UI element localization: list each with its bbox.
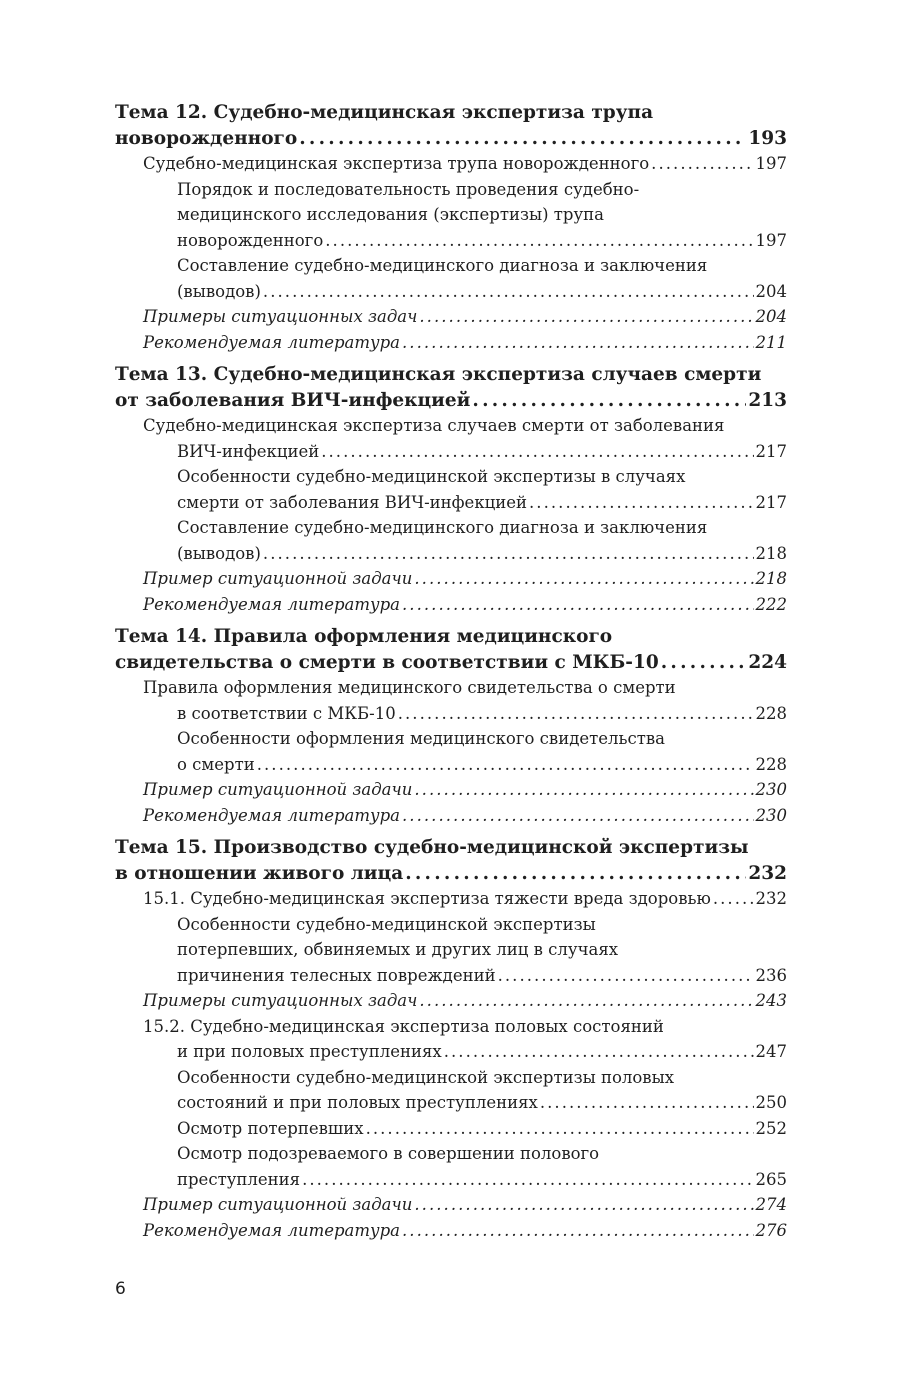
entry-title-line1: 15.2. Судебно-медицинская экспертиза половых состояний <box>143 1016 664 1036</box>
topic-title-line2: от заболевания ВИЧ-инфекцией <box>115 389 471 411</box>
topic-title-line2: в отношении живого лица <box>115 862 404 884</box>
leader-dots <box>263 279 754 305</box>
leader-dots <box>402 330 753 356</box>
entry-title-line1: Особенности судебно-медицинской экспертизы в случаях <box>177 467 686 486</box>
entry-title-last-line: состояний и при половых преступлениях <box>177 1093 538 1112</box>
entry-title: Примеры ситуационных задач <box>143 307 418 326</box>
entry-page-number: 236 <box>755 965 787 985</box>
topic-title-line1: Тема 15. Производство судебно-медицинской экспертизы <box>115 837 749 858</box>
leader-dots <box>402 803 753 829</box>
topic-heading[interactable] <box>115 100 787 151</box>
leader-dots <box>419 304 753 330</box>
leader-dots <box>257 752 754 778</box>
table-of-contents <box>115 100 787 1250</box>
topic-title-line1: Тема 12. Судебно-медицинская экспертиза трупа <box>115 102 654 123</box>
leader-dots <box>713 886 754 912</box>
entry-title-last-line: о смерти <box>177 754 255 774</box>
toc-entry[interactable] <box>115 330 787 356</box>
entry-title: Рекомендуемая литература <box>143 805 401 825</box>
topic-heading[interactable] <box>115 362 787 413</box>
entry-title-last-line: ВИЧ-инфекцией <box>177 441 320 461</box>
leader-dots <box>661 650 747 676</box>
toc-entry[interactable] <box>115 1116 787 1142</box>
entry-title-line1: Особенности судебно-медицинской экспертизы <box>177 914 596 934</box>
toc-entry[interactable] <box>115 515 787 566</box>
entry-title-line2: потерпевших, обвиняемых и других лиц в случаях <box>177 940 619 959</box>
entry-title: Осмотр потерпевших <box>177 1118 364 1138</box>
topic-page-number: 224 <box>748 651 787 673</box>
entry-title-line1: Составление судебно-медицинского диагноза и заключения <box>177 518 708 537</box>
toc-entry[interactable] <box>115 1014 787 1065</box>
leader-dots <box>402 592 753 618</box>
entry-title-line1: Судебно-медицинская экспертиза случаев смерти от заболевания <box>143 416 725 435</box>
toc-entry[interactable] <box>115 566 787 592</box>
leader-dots <box>540 1090 754 1116</box>
entry-title-line1: Составление судебно-медицинского диагноза и заключения <box>177 256 708 275</box>
entry-title-line1: Особенности оформления медицинского свидетельства <box>177 729 665 748</box>
entry-title-last-line: и при половых преступлениях <box>177 1042 442 1061</box>
entry-page-number: 232 <box>755 889 787 908</box>
entry-title: Пример ситуационной задачи <box>143 780 413 799</box>
leader-dots <box>405 861 746 887</box>
entry-title: Пример ситуационной задачи <box>143 1195 413 1214</box>
toc-entry[interactable] <box>115 1192 787 1218</box>
entry-title: Рекомендуемая литература <box>143 332 401 352</box>
topic-title-line1: Тема 14. Правила оформления медицинского <box>115 626 613 647</box>
entry-title-last-line: преступления <box>177 1169 301 1189</box>
entry-page-number: 197 <box>755 154 787 173</box>
toc-entry[interactable] <box>115 726 787 777</box>
toc-entry[interactable] <box>115 304 787 330</box>
leader-dots <box>299 126 746 152</box>
toc-entry[interactable] <box>115 464 787 515</box>
leader-dots <box>419 988 753 1014</box>
entry-title: Пример ситуационной задачи <box>143 569 413 588</box>
entry-page-number: 265 <box>755 1169 787 1189</box>
toc-entry[interactable] <box>115 912 787 989</box>
entry-page-number: 204 <box>755 281 787 301</box>
entry-title: 15.1. Судебно-медицинская экспертиза тяжести вреда здоровью <box>143 889 711 908</box>
topic-title-line2: свидетельства о смерти в соответствии с МКБ-10 <box>115 651 659 673</box>
leader-dots <box>472 388 746 414</box>
entry-title-line2: медицинского исследования (экспертизы) трупа <box>177 205 604 224</box>
entry-title: Рекомендуемая литература <box>143 1220 401 1240</box>
entry-page-number: 211 <box>755 332 787 352</box>
entry-title-line1: Осмотр подозреваемого в совершении полового <box>177 1144 600 1163</box>
leader-dots <box>498 963 754 989</box>
entry-page-number: 217 <box>755 492 787 512</box>
leader-dots <box>321 439 753 465</box>
entry-title-last-line: причинения телесных повреждений <box>177 965 496 985</box>
entry-title-line1: Правила оформления медицинского свидетельства о смерти <box>143 678 676 697</box>
topic-title-line1: Тема 13. Судебно-медицинская экспертиза случаев смерти <box>115 364 762 385</box>
entry-page-number: 217 <box>755 441 787 461</box>
topic-page-number: 232 <box>748 862 787 884</box>
entry-page-number: 218 <box>755 543 787 563</box>
entry-page-number: 252 <box>755 1118 787 1138</box>
entry-title-last-line: смерти от заболевания ВИЧ-инфекцией <box>177 492 528 512</box>
toc-entry[interactable] <box>115 777 787 803</box>
topic-page-number: 193 <box>748 127 787 149</box>
entry-page-number: 247 <box>755 1042 787 1061</box>
leader-dots <box>366 1116 754 1142</box>
leader-dots <box>325 228 753 254</box>
toc-entry[interactable] <box>115 592 787 618</box>
entry-page-number: 250 <box>755 1093 787 1112</box>
entry-page-number: 204 <box>755 307 787 326</box>
topic-title-line2: новорожденного <box>115 127 298 149</box>
entry-page-number: 276 <box>755 1220 787 1240</box>
leader-dots <box>402 1218 753 1244</box>
entry-title-last-line: новорожденного <box>177 230 324 250</box>
topic-page-number: 213 <box>748 389 787 411</box>
entry-title: Судебно-медицинская экспертиза трупа новорожденного <box>143 154 650 173</box>
entry-title: Примеры ситуационных задач <box>143 991 418 1010</box>
toc-entry[interactable] <box>115 1218 787 1244</box>
entry-title-last-line: (выводов) <box>177 281 261 301</box>
leader-dots <box>414 566 753 592</box>
entry-page-number: 274 <box>755 1195 787 1214</box>
entry-page-number: 222 <box>755 594 787 614</box>
entry-page-number: 230 <box>755 780 787 799</box>
toc-entry[interactable] <box>115 803 787 829</box>
entry-title-line1: Порядок и последовательность проведения судебно- <box>177 179 640 199</box>
entry-title-last-line: в соответствии с МКБ-10 <box>177 703 396 723</box>
toc-entry[interactable] <box>115 151 787 177</box>
entry-page-number: 218 <box>755 569 787 588</box>
toc-entry[interactable] <box>115 1065 787 1116</box>
page-number: 6 <box>115 1279 126 1299</box>
leader-dots <box>414 1192 753 1218</box>
entry-page-number: 228 <box>755 754 787 774</box>
entry-title-line1: Особенности судебно-медицинской экспертизы половых <box>177 1067 675 1087</box>
toc-topic-13 <box>115 362 787 617</box>
toc-entry[interactable] <box>115 675 787 726</box>
toc-entry[interactable] <box>115 1141 787 1192</box>
toc-topic-14 <box>115 624 787 828</box>
toc-entry[interactable] <box>115 413 787 464</box>
toc-entry[interactable] <box>115 177 787 254</box>
entry-page-number: 243 <box>755 991 787 1010</box>
leader-dots <box>444 1039 754 1065</box>
entry-page-number: 228 <box>755 703 787 723</box>
topic-heading[interactable] <box>115 624 787 675</box>
entry-page-number: 197 <box>755 230 787 250</box>
entry-title-last-line: (выводов) <box>177 543 261 563</box>
leader-dots <box>651 151 753 177</box>
topic-heading[interactable] <box>115 835 787 886</box>
toc-entry[interactable] <box>115 253 787 304</box>
leader-dots <box>302 1167 753 1193</box>
leader-dots <box>529 490 753 516</box>
leader-dots <box>398 701 754 727</box>
toc-topic-12 <box>115 100 787 355</box>
entry-title: Рекомендуемая литература <box>143 594 401 614</box>
toc-entry[interactable] <box>115 886 787 912</box>
toc-topic-15 <box>115 835 787 1243</box>
entry-page-number: 230 <box>755 805 787 825</box>
toc-entry[interactable] <box>115 988 787 1014</box>
leader-dots <box>263 541 754 567</box>
leader-dots <box>414 777 753 803</box>
